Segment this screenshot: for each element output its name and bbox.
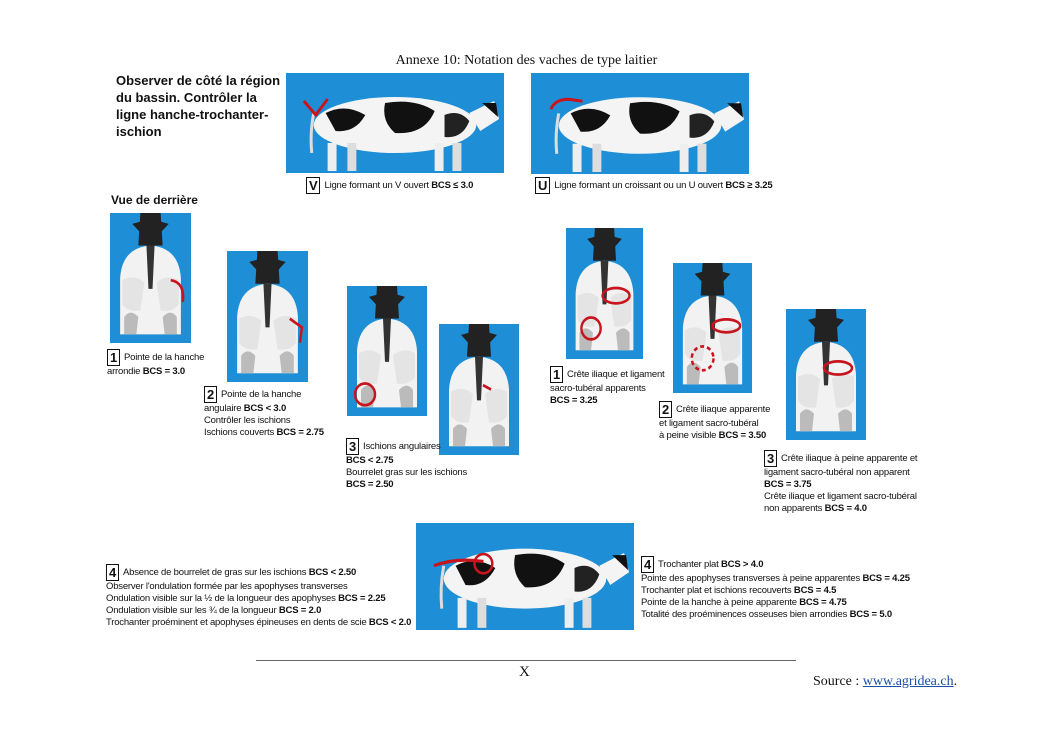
rear-view-heading: Vue de derrière	[111, 193, 198, 207]
step-score: BCS = 2.0	[278, 605, 322, 616]
right-step-2	[659, 401, 770, 442]
source-line	[813, 674, 957, 690]
step-text: Crête iliaque apparente	[676, 404, 771, 415]
page-title: Annexe 10: Notation des vaches de type laitier	[395, 53, 658, 68]
step-score: BCS = 3.75	[764, 479, 812, 490]
rear-photo-left-3	[347, 286, 427, 416]
step-score: BCS < 3.0	[243, 403, 287, 414]
rear-photo-right-3	[786, 309, 866, 440]
right-step-4	[641, 556, 910, 621]
step-text: Absence de bourrelet de gras sur les ischions	[123, 567, 309, 578]
step-score: BCS = 4.0	[824, 503, 867, 514]
step-text: Contrôler les ischions	[204, 415, 291, 426]
right-step-1	[550, 366, 664, 407]
step-text: Crête iliaque à peine apparente et	[781, 453, 918, 464]
step-text: Ischions angulaires	[363, 441, 441, 452]
left-step-1	[107, 349, 204, 378]
step-score: BCS = 2.25	[338, 593, 386, 604]
step-text: Pointe de la hanche	[221, 389, 302, 400]
v-caption-score: BCS ≤ 3.0	[431, 180, 474, 191]
left-step-3	[346, 438, 467, 491]
rear-photo-left-4	[439, 324, 519, 455]
step-score: BCS = 3.25	[550, 395, 598, 406]
v-box: V	[306, 177, 320, 194]
step-text: Observer l'ondulation formée par les apophyses transverses	[106, 581, 348, 592]
rear-photo-left-1	[110, 213, 191, 343]
step-score: BCS < 2.75	[346, 455, 394, 466]
step-score: BCS = 3.0	[142, 366, 185, 377]
step-text: Crête iliaque et ligament sacro-tubéral	[764, 491, 917, 502]
step-score: BCS < 2.50	[308, 567, 357, 578]
step-text: Pointe des apophyses transverses à peine apparentes	[641, 573, 863, 584]
step-score: BCS > 4.0	[721, 559, 764, 570]
left-step-4	[106, 564, 411, 629]
step-number: 2	[204, 386, 217, 403]
u-caption	[535, 177, 772, 194]
footer-rule	[256, 660, 796, 661]
instruction-line: ligne hanche-trochanter-	[116, 107, 269, 122]
step-number: 4	[106, 564, 119, 581]
step-text: Trochanter proéminent et apophyses épineuses en dents de scie	[106, 617, 369, 628]
step-number: 1	[550, 366, 563, 383]
step-score: BCS = 4.75	[799, 597, 847, 608]
source-link[interactable]: www.agridea.ch	[862, 674, 954, 689]
step-text: non apparents	[764, 503, 825, 514]
side-view-instruction	[116, 72, 280, 140]
step-score: BCS = 4.25	[862, 573, 910, 584]
u-caption-score: BCS ≥ 3.25	[725, 180, 773, 191]
step-text: Bourrelet gras sur les ischions	[346, 467, 468, 478]
step-text: arrondie	[107, 366, 143, 377]
step-text: à peine visible	[659, 430, 719, 441]
left-step-2	[204, 386, 324, 439]
step-number: 2	[659, 401, 672, 418]
u-caption-text: Ligne formant un croissant ou un U ouvert	[554, 180, 726, 191]
step-number: 4	[641, 556, 654, 573]
rear-photo-left-2	[227, 251, 308, 382]
rear-photo-right-2	[673, 263, 752, 393]
step-score: BCS = 2.75	[276, 427, 324, 438]
step-text: sacro-tubéral apparents	[550, 383, 646, 394]
step-text: Ondulation visible sur les ¾ de la longueur	[106, 605, 279, 616]
page-mark: X	[519, 664, 530, 680]
v-caption-text: Ligne formant un V ouvert	[324, 180, 432, 191]
step-text: angulaire	[204, 403, 244, 414]
step-score: BCS = 2.50	[346, 479, 394, 490]
step-text: et ligament sacro-tubéral	[659, 418, 759, 429]
source-label: Source :	[813, 674, 863, 689]
step-text: Pointe de la hanche	[124, 352, 205, 363]
step-score: BCS = 5.0	[849, 609, 892, 620]
step-text: ligament sacro-tubéral non apparent	[764, 467, 910, 478]
step-number: 3	[346, 438, 359, 455]
step-text: Ondulation visible sur la ½ de la longueur des apophyses	[106, 593, 339, 604]
step-number: 1	[107, 349, 120, 366]
step-text: Totalité des proéminences osseuses bien arrondies	[641, 609, 850, 620]
side-view-v-photo	[286, 73, 504, 173]
step-text: Pointe de la hanche à peine apparente	[641, 597, 800, 608]
step-text: Trochanter plat et ischions recouverts	[641, 585, 794, 596]
v-caption	[306, 177, 473, 194]
step-text: Trochanter plat	[658, 559, 722, 570]
instruction-line: ischion	[116, 124, 162, 139]
step-score: BCS = 3.50	[718, 430, 767, 441]
step-number: 3	[764, 450, 777, 467]
instruction-line: du bassin. Contrôler la	[116, 90, 257, 105]
step-text: Crête iliaque et ligament	[567, 369, 665, 380]
step-text: Ischions couverts	[204, 427, 277, 438]
step-score: BCS < 2.0	[368, 617, 412, 628]
right-step-3	[764, 450, 917, 515]
source-end: .	[953, 674, 958, 689]
side-view-u-photo	[531, 73, 749, 174]
rear-photo-right-1	[566, 228, 643, 359]
side-view-trochanter-photo	[416, 523, 634, 630]
instruction-line: Observer de côté la région	[116, 73, 281, 88]
u-box: U	[535, 177, 550, 194]
step-score: BCS = 4.5	[793, 585, 837, 596]
